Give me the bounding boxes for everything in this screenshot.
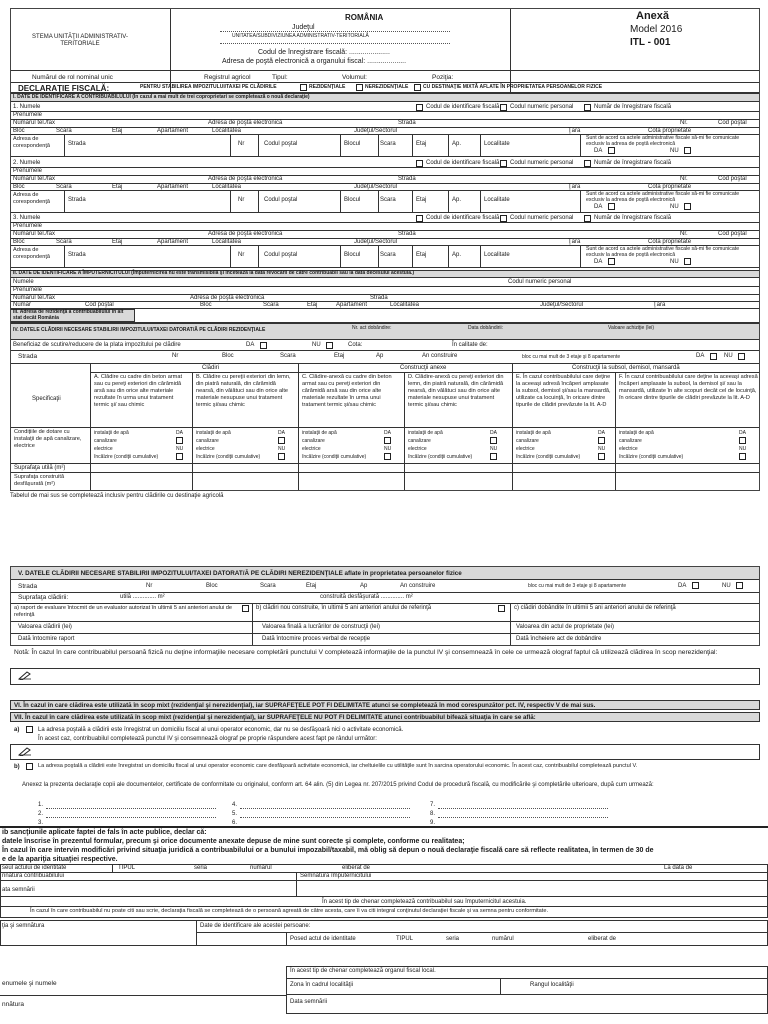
person-1-cores-cod: Codul poştal: [264, 141, 298, 147]
suprafata-utila: Suprafaţa utilă (m²): [14, 465, 66, 471]
imp-cod-postal: Cod poştal: [85, 302, 114, 308]
imp-strada: Strada: [370, 295, 388, 301]
person-2-cores-strada: Strada: [68, 197, 86, 203]
person-3-cores-localitate: Localitate: [484, 252, 510, 258]
calitate-label: În calitate de:: [452, 342, 488, 348]
cond-5-canalizare: canalizare: [619, 438, 642, 444]
cond-3-electrice: electrice: [408, 446, 427, 452]
subsol-header: Construcţii la subsol, demisol, mansardă: [572, 365, 680, 371]
tipul-label: Tipul:: [272, 74, 288, 81]
chenar1: În acest tip de chenar completează contribuabilul sau împuternicitul acestuia.: [322, 899, 527, 905]
iv-nr: Nr: [172, 353, 179, 359]
person-1-localitatea: Localitatea: [212, 128, 242, 134]
conditii-label: Condiţiile de dotare cu instalaţii de apă canalizare, electrice: [14, 429, 82, 449]
act-eliberat: eliberat de: [342, 865, 371, 871]
person-3-apartament: Apartament: [157, 239, 189, 245]
col-b-desc: B. Clădire cu pereţii exteriori din lemn, din piatră naturală, din cărămidă nearsă, din văiătuci sau din orice alte materiale nesupuse unui tratament termic şi/sau chimic: [196, 374, 291, 408]
col-d-desc: D. Clădire-anexă cu pereţi exteriori din lemn, din piatră naturală, din cărămidă nearsă, din vălătuci sau din orice alte materiale nesupuse unui tratament termic şi/sau chimic: [408, 374, 504, 408]
vii-b-label: b): [14, 764, 20, 770]
person-2-nr: Nr.: [680, 176, 688, 182]
person-2-nu: NU: [670, 204, 679, 210]
declaratie-title: DECLARAŢIE FISCALĂ:: [18, 84, 110, 93]
pozitia-label: Poziţia:: [432, 74, 454, 81]
semnatura-contrib: nnătura contribuabilului: [2, 873, 65, 879]
anexez-item-1: 1.: [38, 802, 44, 808]
person-3-scara: Scara: [56, 239, 72, 245]
final-l1: datele înscrise în prezentul formular, precum şi orice documente anexate depuse de mine sunt corecte şi complete, conforme cu realitatea;: [2, 838, 465, 845]
person-2-cnp: Codul numeric personal: [510, 160, 574, 166]
person-1-tara: Ţara: [568, 128, 581, 134]
nr-act-label: Nr. act dobândire:: [352, 325, 392, 331]
person-2-strada: Strada: [398, 176, 416, 182]
v-nu: NU: [722, 583, 731, 589]
person-3-telefon: Numărul tel./fax: [13, 231, 56, 237]
person-2-nr-inreg: Număr de înregistrare fiscală: [594, 160, 672, 166]
v-scara: Scara: [260, 583, 276, 589]
person-2-cores-bloc: Blocul: [344, 197, 361, 203]
person-2-adresa-cores: Adresa de corespondenţă: [13, 192, 51, 205]
person-1-prenume: Prenumele: [13, 112, 43, 118]
person-2-acord: Sunt de acord ca actele administrative fiscale să-mi fie comunicate exclusiv la adresa de poştă electronică: [586, 191, 740, 203]
beneficiaz-label: Beneficiaz de scutire/reducere de la plata impozitului pe clădire: [13, 342, 181, 348]
person-1-acord: Sunt de acord ca actele administrative fiscale să-mi fie comunicate exclusiv la adresa de poştă electronică: [586, 135, 740, 147]
cond-3-da: DA: [490, 430, 497, 436]
person-3-etaj: Etaj: [112, 239, 123, 245]
vii-a-text2: În acest caz, contribuabilul completează punctul IV şi consemnează olograf pe proprie răspundere acest fapt pe rândul următor:: [38, 736, 377, 742]
cif-org: Codul de înregistrare fiscală: .....................: [258, 49, 390, 56]
person-1-cnp: Codul numeric personal: [510, 104, 574, 110]
person-2-cores-etaj: Etaj: [416, 197, 427, 203]
person-1-da: DA: [594, 148, 603, 154]
v-data-act: Dată încheiere act de dobândire: [516, 636, 602, 642]
imp-scara: Scara: [263, 302, 279, 308]
person-2-bloc: Bloc: [13, 184, 25, 190]
person-3-adresa-cores: Adresa de corespondenţă: [13, 247, 51, 260]
specificatii-label: Specificaţii: [32, 396, 61, 402]
data-dob-label: Data dobândirii:: [468, 325, 504, 331]
iv-scara: Scara: [280, 353, 296, 359]
person-2-tara: Ţara: [568, 184, 581, 190]
vii-a-checkbox[interactable]: [26, 726, 33, 733]
person-1-cores-scara: Scara: [380, 141, 396, 147]
cond-0-apa: instalaţii de apă: [94, 430, 129, 436]
person-1-cores-strada: Strada: [68, 141, 86, 147]
opt-mixta: CU DESTINAŢIE MIXTĂ AFLATE ÎN PROPRIETATEA PERSOANELOR FIZICE: [423, 84, 603, 90]
person-2-cod-postal: Cod poştal: [718, 176, 747, 182]
section5-title: V. DATELE CLĂDIRII NECESARE STABILIRII IMPOZITULUI/TAXEI DATORAT/Ă PE CLĂDIRI NEREZIDENŢIALE aflate în proprietatea persoanelor fizice: [18, 570, 462, 577]
v-construita: construită desfăşurată .............. m²: [320, 594, 413, 600]
nr-rol-label: Numărul de rol nominal unic: [32, 74, 113, 81]
person-3-strada: Strada: [398, 231, 416, 237]
cond-5-da: DA: [739, 430, 746, 436]
chenar2: În acest tip de chenar completează organul fiscal local.: [290, 968, 436, 974]
imp-judet: Judeţul/Sectorul: [540, 302, 584, 308]
v-da: DA: [678, 583, 687, 589]
handwriting-icon-2: [18, 747, 32, 756]
cond-2-da: DA: [384, 430, 391, 436]
imp-tara: Ţara: [653, 302, 666, 308]
person-2-apartament: Apartament: [157, 184, 189, 190]
person-3-numele: 3. Numele: [13, 215, 41, 221]
person-2-cota: Cotă proprietate: [648, 184, 692, 190]
person-1-numele: 1. Numele: [13, 104, 41, 110]
person-2-email: Adresa de poştă electronică: [208, 176, 283, 182]
nota-text: Notă: În cazul în care contribuabilul persoană fizică nu deţine informaţiile necesare completării punctului V completează informaţiile de la punctul IV şi consemnează în cele ce urmează olograf faptul că utilizează clădirea în scop nerezidenţial:: [14, 649, 718, 656]
person-3-cores-bloc: Blocul: [344, 252, 361, 258]
person-2-da: DA: [594, 204, 603, 210]
final-l3: e de la apariţia situaţiei respective.: [2, 856, 118, 863]
person-1-cores-etaj: Etaj: [416, 141, 427, 147]
final-l2: În cazul în care intervin modificări privind situaţia juridică a contribuabilului or a bunului impozabil/taxabil, mă oblig să depun o nouă declaraţie fiscală care să reflecte realitatea, în termen de 30 de: [2, 847, 654, 854]
declaratie-subtitle: PENTRU STABILIREA IMPOZITULUI/TAXEI PE CLĂDIRILE: [140, 84, 277, 90]
col-f-desc: F. În cazul contribuabilului care deţine la aceeaşi adresă încăperi amplasate la subsol, la demisol şi/ sau la mansardă, utilizate în alte scopuri decât cel de locuinţă, în oricare dintre tipurile de clădiri prevăzute la lit. A-D: [619, 374, 758, 401]
person-2-cores-scara: Scara: [380, 197, 396, 203]
act-identitate: seul actului de identitate: [2, 865, 67, 871]
cond-2-canalizare: canalizare: [302, 438, 325, 444]
semnatura-final: nnătura: [2, 1001, 25, 1008]
cond-5-incalzire: încălzire (condiţii cumulative): [619, 454, 684, 460]
poseda-tipul: TIPUL: [396, 936, 414, 942]
anexez-item-9: 9.: [430, 820, 436, 826]
iv-note: Tabelul de mai sus se completează inclusiv pentru clădirile cu destinaţie agricolă: [10, 493, 224, 499]
stema-label: STEMA UNITĂŢII ADMINISTRATIV-TERITORIALE: [32, 34, 128, 47]
person-2-localitatea: Localitatea: [212, 184, 242, 190]
cond-4-electrice: electrice: [516, 446, 535, 452]
anexez-item-7: 7.: [430, 802, 436, 808]
person-3-cod-postal: Cod poştal: [718, 231, 747, 237]
person-3-da: DA: [594, 259, 603, 265]
poseda-numarul: numărul: [492, 936, 514, 942]
vii-b-checkbox[interactable]: [26, 763, 33, 770]
person-1-strada: Strada: [398, 120, 416, 126]
person-2-numele: 2. Numele: [13, 160, 41, 166]
cladiri-header: Clădiri: [202, 365, 220, 371]
person-3-cif: Codul de identificare fiscală: [426, 215, 500, 221]
cond-1-nu: NU: [278, 446, 286, 452]
person-1-cores-localitate: Localitate: [484, 141, 510, 147]
person-3-nr-inreg: Număr de înregistrare fiscală: [594, 215, 672, 221]
cond-0-incalzire: încălzire (condiţii cumulative): [94, 454, 159, 460]
rangul-label: Rangul localităţii: [530, 982, 574, 988]
person-3-acord: Sunt de acord ca actele administrative fiscale să-mi fie comunicate exclusiv la adresa de poştă electronică: [586, 246, 740, 258]
anexez-item-3: 3.: [38, 820, 44, 826]
person-1-nu: NU: [670, 148, 679, 154]
cond-5-apa: instalaţii de apă: [619, 430, 654, 436]
cond-3-canalizare: canalizare: [408, 438, 431, 444]
sanctiuni: ib sancţiunile aplicate faptei de fals în acte publice, declar că:: [2, 829, 207, 836]
iv-strada: Strada: [18, 353, 38, 360]
ben-da: DA: [246, 342, 255, 348]
section1-title: I. DATE DE IDENTIFICARE A CONTRIBUABILULUI (În cazul a mai mult de trei coproprietari se completează o nouă declaraţie): [13, 94, 310, 100]
imp-telefon: Numărul tel./fax: [13, 295, 56, 301]
person-3-nr: Nr.: [680, 231, 688, 237]
person-1-bloc: Bloc: [13, 128, 25, 134]
v-utila: utilă .............. m²: [120, 594, 165, 600]
cond-5-electrice: electrice: [619, 446, 638, 452]
cond-1-apa: instalaţii de apă: [196, 430, 231, 436]
v-opt-c: c) clădiri dobândite în ultimii 5 ani anteriori anului de referinţă: [514, 605, 676, 611]
v-valoarea-act: Valoarea din actul de proprietate (lei): [516, 624, 614, 630]
anexez-item-2: 2.: [38, 811, 44, 817]
cond-2-nu: NU: [384, 446, 392, 452]
email-org: Adresa de poştă electronică a organului fiscal: ....................: [222, 58, 407, 65]
person-2-cores-nr: Nr: [238, 197, 245, 203]
person-3-cnp: Codul numeric personal: [510, 215, 574, 221]
cond-1-da: DA: [278, 430, 285, 436]
person-1-cores-bloc: Blocul: [344, 141, 361, 147]
imp-etaj: Etaj: [307, 302, 318, 308]
person-2-cores-ap: Ap.: [452, 197, 462, 203]
v-data-receptie: Dată întocmire proces verbal de recepţie: [262, 636, 371, 642]
person-1-nr: Nr.: [680, 120, 688, 126]
v-an: An construire: [400, 583, 436, 589]
person-3-cota: Cotă proprietate: [648, 239, 692, 245]
cond-4-da: DA: [598, 430, 605, 436]
v-bloc: Bloc: [206, 583, 218, 589]
iv-bloc-mai: bloc cu mai mult de 3 etaje şi 8 apartamente: [522, 354, 621, 360]
iv-bloc: Bloc: [222, 353, 234, 359]
cond-1-incalzire: încălzire (condiţii cumulative): [196, 454, 261, 460]
vii-a-text: La adresa poştală a clădirii este înregistrat un domiciliu fiscal al unui operator economic, dar nu se desfăşoară nici o activitate economică.: [38, 727, 404, 733]
iv-da: DA: [696, 353, 705, 359]
person-2-cores-cod: Codul poştal: [264, 197, 298, 203]
volumul-label: Volumul:: [342, 74, 367, 81]
act-numarul: numărul: [250, 865, 272, 871]
person-3-cores-ap: Ap.: [452, 252, 462, 258]
cond-1-canalizare: canalizare: [196, 438, 219, 444]
cond-2-electrice: electrice: [302, 446, 321, 452]
nu-poate: În cazul în care contribuabilul nu poate citi sau scrie, declaraţia fiscală se completează de o persoană agreată de către acesta, care îi va citi integral conţinutul declaraţiei fiscale şi va semna pentru conformitate.: [30, 908, 549, 914]
judetul-label: Judeţul: [292, 24, 315, 31]
ta-semnatura: ţia şi semnătura: [2, 923, 45, 929]
vii-b-text: La adresa poştală a clădirii este înregistrat un domiciliu fiscal al unui operator economic care desfăşoară activitate economică, iar cheltuielile cu utilităţile sunt în sarcina operatorului economic. În acest caz, contribuabilul completează punctul V.: [38, 763, 638, 769]
model-label: Model 2016: [630, 24, 683, 35]
v-etaj: Etaj: [306, 583, 317, 589]
person-2-cores-localitate: Localitate: [484, 197, 510, 203]
ben-nu: NU: [312, 342, 321, 348]
section7-title: VII. În cazul în care clădirea este utilizată în scop mixt (rezidenţial şi nerezidenţial), iar SUPRAFEŢELE NU POT FI DELIMITATE atunci contribuabilul bifează situaţia în care se află:: [14, 714, 536, 721]
iv-nu: NU: [724, 353, 733, 359]
cota-label: Cota:: [348, 342, 363, 348]
v-valoarea: Valoarea clădirii (lei): [18, 624, 72, 630]
col-e-desc: E. În cazul contribuabilului care deţine la aceeaşi adresă încăperi amplasate la subsol, demisol şi/sau la mansardă, utilizate ca locuinţă, în oricare dintre tipurile de clădiri prevăzute la lit. A-D: [516, 374, 611, 408]
section4-title: IV. DATELE CLĂDIRII NECESARE STABILIRII IMPOZITULUI/TAXEI DATORAT/Ă PE CLĂDIRI REZIDENŢIALE: [13, 327, 266, 333]
data-semnarii2: Data semnării: [290, 999, 328, 1005]
cond-0-da: DA: [176, 430, 183, 436]
person-2-telefon: Numărul tel./fax: [13, 176, 56, 182]
anexez-item-6: 6.: [232, 820, 238, 826]
imp-apartament: Apartament: [336, 302, 368, 308]
person-1-cif: Codul de identificare fiscală: [426, 104, 500, 110]
date-ident: Date de identificare ale acestei persoane:: [200, 923, 311, 929]
imp-prenume: Prenumele: [13, 287, 43, 293]
person-2-etaj: Etaj: [112, 184, 123, 190]
person-1-etaj: Etaj: [112, 128, 123, 134]
prenume-nume: enumele şi numele: [2, 980, 57, 987]
cond-4-apa: instalaţii de apă: [516, 430, 551, 436]
poseda-eliberat: eliberat de: [588, 936, 617, 942]
person-3-email: Adresa de poştă electronică: [208, 231, 283, 237]
valoare-label: Valoare achiziţie (lei): [608, 325, 655, 331]
form-code: ITL - 001: [630, 37, 671, 48]
semnatura-imp: Semnătura împuternicitului: [300, 873, 372, 879]
person-1-judet: Judeţul/Sectorul: [354, 128, 398, 134]
section3-title: III. Adresa de rezidenţă a contribuabilului în alt stat decât România: [13, 309, 124, 321]
person-1-email: Adresa de poştă electronică: [208, 120, 283, 126]
person-3-cores-etaj: Etaj: [416, 252, 427, 258]
cond-0-electrice: electrice: [94, 446, 113, 452]
person-1-adresa-cores: Adresa de corespondenţă: [13, 136, 51, 149]
imp-localitatea: Localitatea: [390, 302, 420, 308]
registrul-label: Registrul agricol: [204, 74, 251, 81]
person-3-localitatea: Localitatea: [212, 239, 242, 245]
person-1-cod-postal: Cod poştal: [718, 120, 747, 126]
anexez-item-4: 4.: [232, 802, 238, 808]
iv-ap: Ap: [376, 353, 384, 359]
cond-2-incalzire: încălzire (condiţii cumulative): [302, 454, 367, 460]
poseda-seria: seria: [446, 936, 460, 942]
v-bloc-mai: bloc cu mai mult de 3 etaje şi 8 apartamente: [528, 583, 627, 589]
handwriting-icon: [18, 671, 32, 680]
anexez-item-8: 8.: [430, 811, 436, 817]
act-seria: seria: [194, 865, 208, 871]
imp-cnp: Codul numeric personal: [508, 279, 572, 285]
cond-3-apa: instalaţii de apă: [408, 430, 443, 436]
person-1-cota: Cotă proprietate: [648, 128, 692, 134]
v-suprafata: Suprafaţa clădirii:: [18, 594, 69, 601]
person-1-nr-inreg: Număr de înregistrare fiscală: [594, 104, 672, 110]
person-1-scara: Scara: [56, 128, 72, 134]
person-1-cores-nr: Nr: [238, 141, 245, 147]
anexez-text: Anexez la prezenta declaraţie copii ale documentelor, certificate de conformitate cu originalul, conform art. 64 alin. (5) din Legea nr. 207/2015 privind Codul de procedură fiscală, cu modificările şi completările ulterioare, după cum urmează:: [22, 782, 654, 788]
opt-rezidentiale: REZIDENŢIALE: [309, 84, 346, 90]
person-3-judet: Judeţul/Sectorul: [354, 239, 398, 245]
iv-an: An construire: [422, 353, 458, 359]
person-3-prenume: Prenumele: [13, 223, 43, 229]
data-semnarii: ata semnării: [2, 887, 35, 893]
v-nr: Nr: [146, 583, 153, 589]
person-3-nu: NU: [670, 259, 679, 265]
act-tipul: TIPUL: [118, 865, 136, 871]
unitatea-label: UNITATEA/SUBDIVIZIUNEA ADMINISTRATIV-TERITORIALĂ: [232, 33, 369, 39]
v-ap: Ap: [360, 583, 368, 589]
cond-0-nu: NU: [176, 446, 184, 452]
opt-nerezidentiale: NEREZIDENŢIALE: [365, 84, 409, 90]
vii-a-label: a): [14, 727, 20, 733]
cond-0-canalizare: canalizare: [94, 438, 117, 444]
person-1-cores-ap: Ap.: [452, 141, 462, 147]
col-a-desc: A. Clădire cu cadre din beton armat sau cu pereţi exteriori din cărămidă arsă sau din orice alte materiale rezultate în urma unui tratament termic şi/ sau chimic: [94, 374, 182, 408]
person-3-cores-strada: Strada: [68, 252, 86, 258]
person-1-apartament: Apartament: [157, 128, 189, 134]
iv-etaj: Etaj: [334, 353, 345, 359]
v-opt-a: a) raport de evaluare întocmit de un evaluator autorizat în ultimii 5 ani anteriori anului de referinţă: [14, 605, 232, 618]
v-strada: Strada: [18, 583, 38, 590]
cond-5-nu: NU: [739, 446, 747, 452]
section6-title: VI. În cazul în care clădirea este utilizată în scop mixt (rezidenţial şi nerezidenţial), iar SUPRAFEŢELE POT FI DELIMITATE atunci se completează în mod corespunzător pct. IV, respectiv V de mai sus.: [14, 702, 596, 709]
col-c-desc: C. Clădire-anexă cu cadre din beton armat sau cu pereţi exteriori din cărămidă arsă sau din orice alte materiale rezultate în urma unui tratament termic şi/sau chimic: [302, 374, 392, 408]
person-2-cif: Codul de identificare fiscală: [426, 160, 500, 166]
cond-3-nu: NU: [490, 446, 498, 452]
imp-numele: Numele: [13, 279, 34, 285]
imp-numar: Număr: [13, 302, 32, 308]
section2-title: II. DATE DE IDENTIFICARE A ÎMPUTERNICITULUI (Împuternicirea nu este transmisibilă şi încetează la data revocării de către contribuabil sau la data decesului acestuia.): [13, 270, 415, 276]
person-3-tara: Ţara: [568, 239, 581, 245]
person-3-cores-nr: Nr: [238, 252, 245, 258]
cond-4-canalizare: canalizare: [516, 438, 539, 444]
v-opt-b: b) clădiri nou construite, în ultimii 5 ani anteriori anului de referinţă: [256, 605, 432, 611]
constructii-header: Construcţii anexe: [400, 365, 447, 371]
person-3-cores-cod: Codul poştal: [264, 252, 298, 258]
zona-label: Zona în cadrul localităţii: [290, 982, 354, 988]
act-la-data: La data de: [664, 865, 693, 871]
person-1-telefon: Numărul tel./fax: [13, 120, 56, 126]
cond-4-incalzire: încălzire (condiţii cumulative): [516, 454, 581, 460]
country-title: ROMÂNIA: [345, 13, 384, 22]
person-2-prenume: Prenumele: [13, 168, 43, 174]
person-2-judet: Judeţul/Sectorul: [354, 184, 398, 190]
imp-email: Adresa de poştă electronică: [190, 295, 265, 301]
anexez-item-5: 5.: [232, 811, 238, 817]
anexa-label: Anexă: [636, 10, 670, 22]
person-3-cores-scara: Scara: [380, 252, 396, 258]
v-data-intocmire: Dată întocmire raport: [18, 636, 75, 642]
cond-2-apa: instalaţii de apă: [302, 430, 337, 436]
poseda: Posed actul de identitate: [290, 936, 356, 942]
v-valoarea-finala: Valoarea finală a lucrărilor de construcţii (lei): [262, 624, 380, 630]
cond-1-electrice: electrice: [196, 446, 215, 452]
cond-3-incalzire: încălzire (condiţii cumulative): [408, 454, 473, 460]
cond-4-nu: NU: [598, 446, 606, 452]
person-3-bloc: Bloc: [13, 239, 25, 245]
imp-bloc: Bloc: [200, 302, 212, 308]
person-2-scara: Scara: [56, 184, 72, 190]
suprafata-desfasurata: Suprafaţa construită desfăşurată (m²): [14, 474, 65, 487]
